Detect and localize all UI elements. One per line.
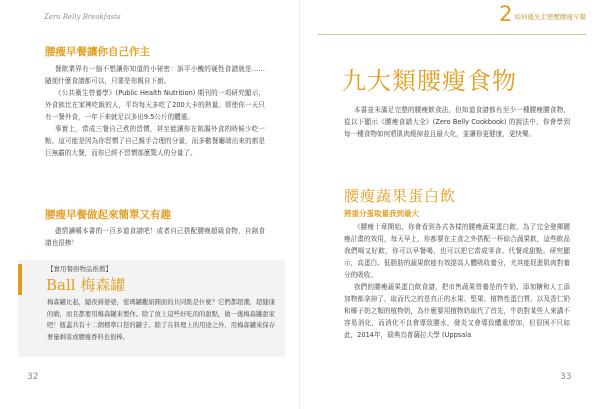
note-label: 【實用餐廚物品推薦】 xyxy=(47,265,112,273)
paragraph: 事實上，當成三餐自己煮的習慣，甚至能讓你在飢腸外食的時候少吃一點。這可能是因為你習慣了自己親手合理的分量，而多數餐廳端出來的都是巨無霸的大餐，而你已經不習慣那麼驚人的分量了。 xyxy=(45,125,265,157)
paragraph: 盡情讀嚼本書的一百多道食譜吧！或者自己搭配腰瘦超級食物，自創食譜也很棒！ xyxy=(45,227,265,247)
smoothie-body xyxy=(344,221,570,341)
heading-cook-yourself: 腰瘦早餐讓你自己作主 xyxy=(45,46,150,58)
body-section-2 xyxy=(45,225,265,249)
section-title: 九大類腰瘦食物 xyxy=(342,67,517,95)
note-accent-bar xyxy=(18,264,22,295)
paragraph: 本書並未滿足完整的腰瘦飲食法，但知道食譜都有至少一種腰瘦腰食物，從以下顯示《腰瘦食譜大全》(Zero Belly Cookbook) 的說法中，你會學到每一種食物如何將肌肉燒掉並且最大化，並讓你更健康，更快樂。 xyxy=(344,106,570,138)
chapter-title: 如何優先走肥壓腰瘦早餐 xyxy=(514,13,586,21)
product-note-box xyxy=(18,260,285,357)
note-title: Ball 梅森罐 xyxy=(46,276,126,294)
page-number-right: 33 xyxy=(560,372,572,382)
page-number-left: 32 xyxy=(27,372,39,382)
paragraph: 我們的腰瘦蔬果蛋白飲食譜，把市售蔬果營養是的牛奶、添加糖和人工添加物都拿掉了，取而代之的是真正的水果、堅果、植物性蛋白質，以及香仁奶和椰子奶之類的植物奶，為什麼要用植物奶取代了首先，牛奶對某些人來講不容易消化，而消化不良會導致腰水，發炎又會導致體重增加，但很困不只如此，2014年，瑞典烏普薩拉大學 (Uppsala xyxy=(344,283,570,339)
body-section-1 xyxy=(45,63,265,159)
header-rule xyxy=(318,34,586,35)
heading-simple-fun: 腰瘦早餐做起來簡單又有趣 xyxy=(45,209,171,221)
paragraph: 《腰瘦十章開始，你會看到各式各樣的腰瘦蔬果蛋白飲，為了完全發揮腰瘦計畫的效用，每天早上，你都要在主食之外搭配一杯綜合蔬果飲，這些飲品我們喝又好飲，你可以早餐喝，也可以把它當成零食、代餐或甜點。研究顯示，高蛋白、低脂肪的蔬果飲能有效提高人體吸收養分，尤其能促進肌肉對養分的吸收。 xyxy=(344,223,570,279)
paragraph: 《公共衛生營養學》(Public Health Nutrition) 期刊的一項研究顯示，外食族比在家裡吃飯的人，平均每天多吃了200大卡的熱量。即使你一天只有一餐外食，一年下來就足以多出9.5公斤的體重。 xyxy=(45,89,265,121)
subheading-smoothie: 腰瘦蔬果蛋白飲 xyxy=(344,187,457,205)
subheading-protein: 將重分蛋取量我到最大 xyxy=(344,209,419,218)
running-head: Zero Belly Breakfasts xyxy=(44,13,121,21)
chapter-number: 2 xyxy=(499,2,513,26)
paragraph: 餐飲業界有一個不想讓你知道的小祕密：訴平小醜的硬性食譜就是……隨便什麼食譜都可以，只要是你親自下廚。 xyxy=(45,65,265,85)
chapter-header xyxy=(499,4,586,24)
intro-body xyxy=(344,104,570,140)
note-body: 梅森罐比起，隨夜蔣婆婆，密瑪罐觀娟圓面的共同點是什麼？它們都超潮，超健康的喲，而且都要用梅森罐來製作。除了放上這些好吃的的甜點，做一幾梅森罐甜家吧！瓶蓋共有十二個標準口徑的罐子。除了在料理上的用途之外，用梅森罐來保存奢量剩菜或腰瘦香料也很棒。 xyxy=(47,299,275,341)
